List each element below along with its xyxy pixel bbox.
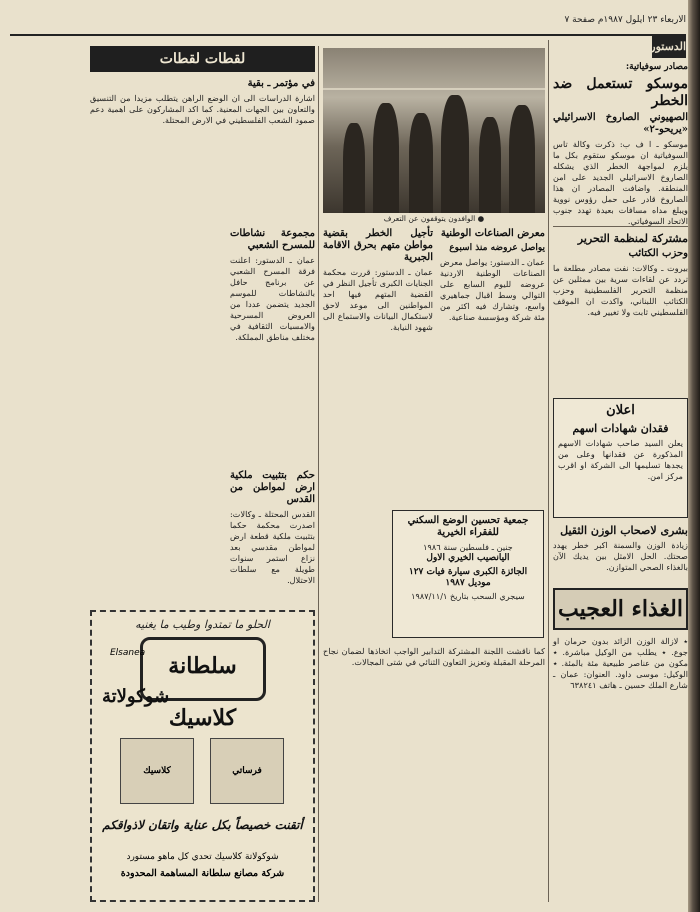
advert-slogan: الحلو ما تمتدوا وطيب ما يغنيه — [135, 618, 270, 631]
news-photo — [323, 48, 545, 213]
article-body: موسكو ـ ا ف ب: ذكرت وكالة تاس السوفياتية ان موسكو ستقوم بكل ما يلزم لمواجهة الخطر الذي يشكله الصاروخ الاسرائيلي الجديد على امن المنطقة. واضافت المصادر ان هذا الصاروخ قادر على حمل رؤوس نووية ويبلغ مداه مسافات بعيدة تهدد جنوب الاتحاد السوفياتي. — [553, 139, 688, 227]
bottom-center-column — [323, 646, 545, 671]
issue-date: الاربعاء ٢٣ ايلول ١٩٨٧م صفحة ٧ — [564, 15, 686, 25]
article-headline: مجموعة نشاطات للمسرح الشعبي — [230, 228, 315, 251]
notice-title: بشرى لاصحاب الوزن الثقيل — [560, 524, 688, 537]
article-headline: تأجيل الخطر بقضية مواطن متهم بحرق الاقامة الجبرية — [323, 228, 433, 263]
loss-notice — [553, 398, 688, 518]
center-column-a — [440, 228, 545, 326]
product-box: فرساتي — [210, 738, 284, 804]
notice-body: زيادة الوزن والسمنة اكبر خطر يهدد صحتك. الحل الامثل بين يديك الآن بالغذاء الصحي المتوازن. — [553, 540, 688, 573]
photo-figure — [441, 95, 469, 213]
photo-figure — [509, 105, 535, 213]
notice-body: يعلن السيد صاحب شهادات الاسهم المذكورة عن فقدانها وعلى من يجدها تسليمها الى الشركة او اقرب مركز امن. — [558, 437, 683, 481]
food-advert-banner: الغذاء العجيب — [553, 588, 688, 630]
article-headline: مشتركة لمنظمة التحرير — [577, 232, 688, 245]
advert-subline: شوكولاتة كلاسيك تحدي كل ماهو مستورد — [126, 852, 279, 862]
advert-title: جمعية تحسين الوضع السكني للفقراء الخيرية — [407, 515, 529, 538]
kicker: مصادر سوفياتية: — [625, 62, 688, 72]
column-rule — [318, 46, 319, 902]
article-headline: معرض الصناعات الوطنية — [440, 228, 545, 239]
divider — [553, 226, 688, 227]
article-headline: موسكو تستعمل ضد الخطر — [553, 75, 688, 109]
paper-logo: الدستور — [652, 36, 686, 58]
section-banner: لقطات لقطات — [90, 46, 315, 72]
masthead — [10, 6, 686, 36]
photo-figure — [373, 103, 399, 213]
article-headline: حكم بتثبيت ملكية ارض لمواطن من القدس — [230, 470, 315, 505]
brand-name: سلطانة كلاسيك — [140, 637, 266, 701]
column-rule — [548, 40, 549, 902]
article-subheadline: في مؤتمر ـ بقية — [247, 78, 315, 89]
advert-tagline: أتقنت خصيصاً بكل عناية واتقان لاذواقكم — [102, 818, 303, 832]
food-advert-text — [553, 636, 688, 694]
center-column-b — [323, 228, 433, 336]
article-subheadline: الصهيوني الصاروخ الاسرائيلي «يريحو-٢» — [553, 112, 688, 136]
photo-figure — [409, 113, 433, 213]
weight-notice — [553, 524, 688, 576]
lottery-advert — [392, 510, 544, 638]
article-body: عمان ـ الدستور: قررت محكمة الجنايات الكبرى تأجيل النظر في القضية المتهم فيها احد المواطنين الى موعد لاحق لاستكمال البيانات والاستماع الى شهود النيابة. — [323, 267, 433, 332]
photo-figure — [343, 123, 365, 213]
photo-horizon — [323, 88, 545, 90]
chocolate-advert — [90, 610, 315, 902]
article-body: عمان ـ الدستور: اعلنت فرقة المسرح الشعبي عن برنامج حافل بالنشاطات للموسم الجديد يتضمن عددا من العروض المسرحية والامسيات الثقافية في مختلف مناطق المملكة. — [230, 255, 315, 342]
upper-left-column — [90, 78, 315, 129]
notice-subtitle: فقدان شهادات اسهم — [572, 421, 669, 435]
right-column-2 — [553, 232, 688, 321]
article-body: كما ناقشت اللجنة المشتركة التدابير الواجب اتخاذها لضمان نجاح المرحلة المقبلة وتعزيز التعاون الثنائي في شتى المجالات. — [323, 646, 545, 667]
product-box: كلاسيك — [120, 738, 194, 804]
advert-line: سيجري السحب بتاريخ ١٩٨٧/١١/١ — [411, 591, 525, 602]
middle-column-2 — [230, 470, 315, 589]
middle-column — [230, 228, 315, 346]
advert-company: شركة مصانع سلطانة المساهمة المحدودة — [120, 868, 285, 879]
advert-body: ٭ لازالة الوزن الزائد بدون حرمان او جوع. ٭ يطلب من الوكيل مباشرة. ٭ مكون من عناصر طبيعية مئة بالمئة. ٭ الوكيل: موسى داود. العنوان: عمان ـ شارع الملك حسين ـ هاتف ٦٣٨٢٤١ — [553, 636, 688, 690]
article-body: اشارة الدراسات الى ان الوضع الراهن يتطلب مزيدا من التنسيق والتعاون بين الجهات المعنية. كما اكد المشاركون على اهمية دعم صمود الشعب الفلسطيني في الارض المحتلة. — [90, 93, 315, 125]
page-binding — [688, 0, 700, 912]
article-subheadline: وحزب الكتائب — [628, 248, 688, 260]
brand-logo: Elsanea — [110, 648, 146, 658]
advert-line: جنين ـ فلسطين سنة ١٩٨٦ — [423, 542, 513, 552]
article-body: عمان ـ الدستور: يواصل معرض الصناعات الوطنية الاردنية عروضه لليوم السابع على التوالي وسط اقبال جماهيري واسع، وتشارك فيه اكثر من مئة شركة ومؤسسة صناعية. — [440, 256, 545, 322]
photo-caption: ● الوافدون يتوقفون عن التعرف — [383, 214, 485, 223]
article-body: بيروت ـ وكالات: نفت مصادر مطلعة ما تردد عن لقاءات سرية بين ممثلين عن منظمة التحرير الفلسطينية وحزب الكتائب اللبناني، واكدت ان الموقف الفلسطيني ثابت ولا تغيير فيه. — [553, 263, 688, 318]
photo-figure — [479, 117, 501, 213]
product-name: شوكولاتة — [102, 686, 170, 707]
product-boxes — [112, 738, 292, 808]
article-subheadline: يواصل عروضه منذ اسبوع — [449, 243, 545, 253]
right-column — [553, 62, 688, 230]
notice-title: اعلان — [606, 403, 635, 418]
article-body: القدس المحتلة ـ وكالات: اصدرت محكمة حكما بتثبيت ملكية قطعة ارض لمواطن مقدسي بعد نزاع استمر سنوات طويلة مع سلطات الاحتلال. — [230, 509, 315, 585]
advert-line: اليانصيب الخيري الاول — [426, 553, 510, 563]
advert-line: الجائزة الكبرى سيارة فيات ١٢٧ موديل ١٩٨٧ — [408, 566, 528, 588]
